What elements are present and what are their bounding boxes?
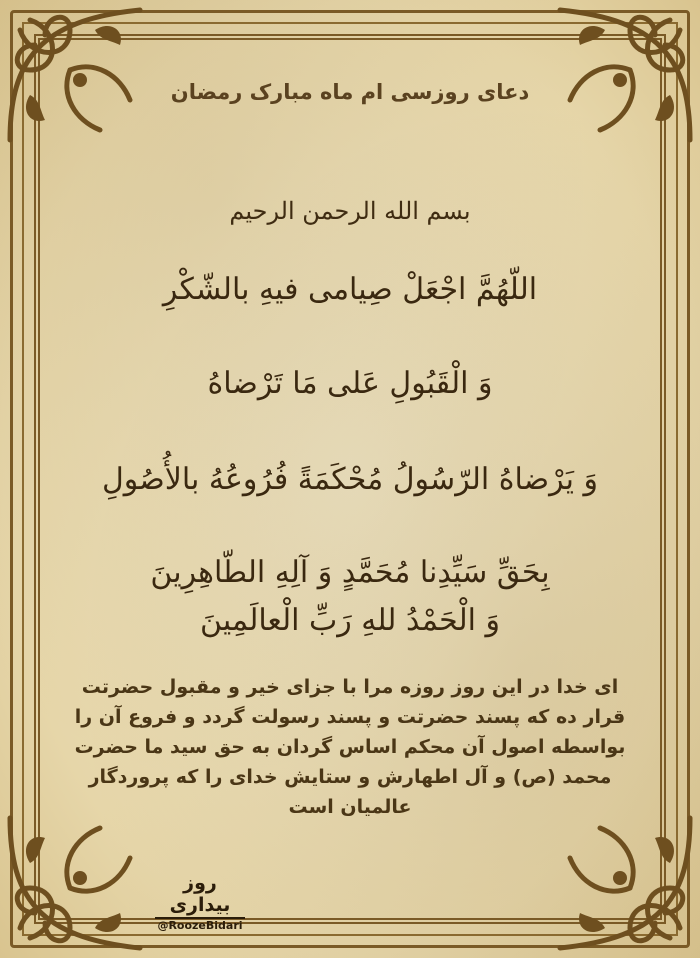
prayer-verse: اللّهُمَّ اجْعَلْ صِیامی فیهِ بالشّكْرِ (162, 272, 538, 307)
prayer-verse: وَ الْحَمْدُ للهِ رَبِّ الْعالَمِینَ (200, 603, 500, 638)
corner-ornament-icon (0, 808, 150, 958)
corner-ornament-icon (550, 808, 700, 958)
prayer-verse: وَ يَرْضاهُ الرّسُولُ مُحْكَمَةً فُرُوعُهُ بالأُصُولِ (101, 462, 599, 497)
prayer-verse: بِحَقِّ سَیِّدِنا مُحَمَّدٍ وَ آلِهِ الطّاهِرِینَ (150, 555, 550, 590)
brand-logo (150, 872, 250, 932)
logo-name: روز بیداری (169, 872, 231, 916)
corner-ornament-icon (550, 0, 700, 150)
bismillah: بسم الله الرحمن الرحیم (229, 197, 471, 225)
logo-handle: @RoozeBidari (157, 919, 243, 932)
page-title: دعای روزسی ام ماه مبارک رمضان (170, 80, 530, 104)
persian-translation: ای خدا در این روز روزه مرا با جزای خیر و مقبول حضرتت قرار ده که پسند حضرتت و پسند رسولت گردد و فروع آن را بواسطه اصول آن محکم اساس گردان به حق سید ما حضرت محمد (ص) و آل اطهارش و ستایش خدای را که پروردگار عالمیان است (74, 676, 626, 818)
corner-ornament-icon (0, 0, 150, 150)
prayer-verse: وَ الْقَبُولِ عَلى مَا تَرْضاهُ (207, 366, 493, 401)
